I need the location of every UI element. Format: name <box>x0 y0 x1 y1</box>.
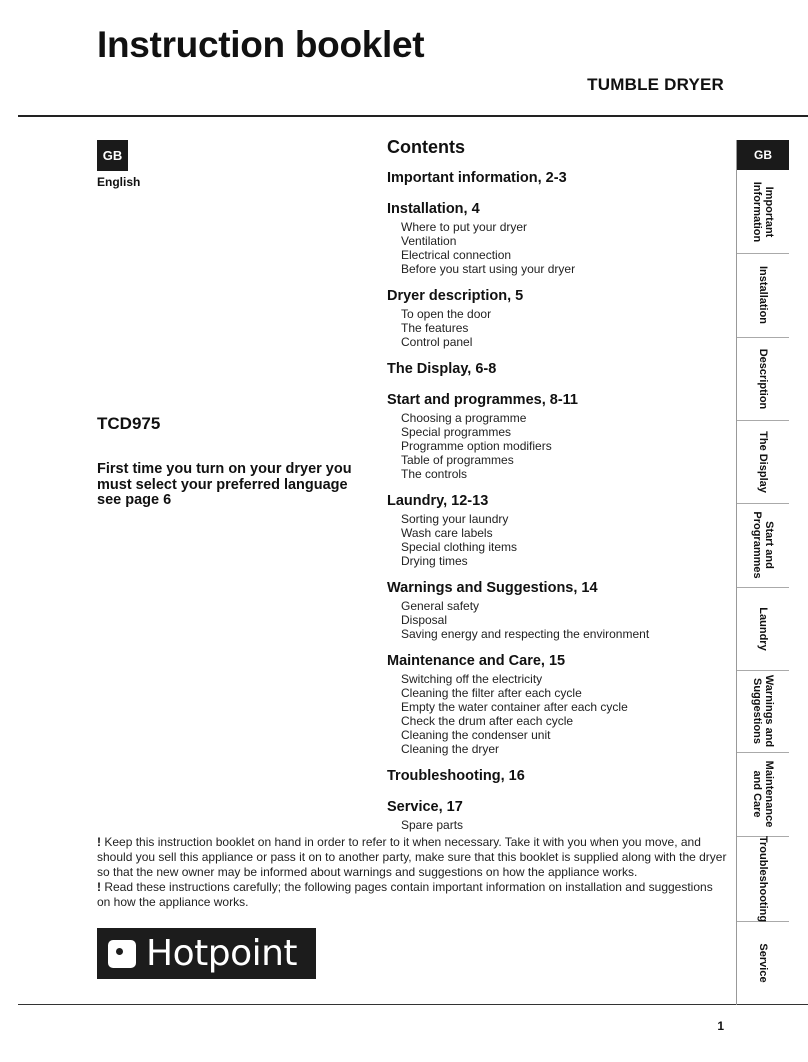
toc-item: Control panel <box>401 335 473 349</box>
side-tab-9[interactable] <box>737 921 789 1005</box>
toc-item: Special programmes <box>401 425 512 439</box>
toc-section <box>387 796 727 832</box>
toc-heading: Installation, 4 <box>387 201 480 217</box>
toc-section <box>387 650 727 756</box>
toc-item: Wash care labels <box>401 526 493 540</box>
toc-item: Drying times <box>401 554 468 568</box>
booklet-title: Instruction booklet <box>97 24 425 65</box>
language-name: English <box>97 175 141 189</box>
side-tab-strip <box>736 140 789 1005</box>
logo-text: Hotpoint <box>146 932 298 974</box>
language-code-badge: GB <box>97 140 128 171</box>
note-2-text: Read these instructions carefully; the following pages contain important information on installation and suggestions on how the appliance works. <box>97 880 713 909</box>
toc-heading: Important information, 2-3 <box>387 170 567 186</box>
toc-item: Spare parts <box>401 818 464 832</box>
model-number: TCD975 <box>97 414 161 433</box>
footer-notes <box>97 835 727 910</box>
side-tab-0[interactable] <box>737 170 789 254</box>
side-tab-label: The Display <box>757 430 769 493</box>
toc-item: Programme option modifiers <box>401 439 552 453</box>
toc-item: Saving energy and respecting the environment <box>401 627 650 641</box>
toc-item: Special clothing items <box>401 540 518 554</box>
toc-item: Disposal <box>401 613 448 627</box>
toc-item: Choosing a programme <box>401 411 527 425</box>
side-tab-2[interactable] <box>737 337 789 421</box>
toc-section <box>387 198 727 276</box>
side-tab-label: Troubleshooting <box>757 835 769 922</box>
side-tab-7[interactable] <box>737 752 789 837</box>
exclamation-icon: ! <box>97 835 101 849</box>
product-type: TUMBLE DRYER <box>587 75 724 94</box>
side-tab-label: Maintenance and Care <box>751 760 775 828</box>
toc-section <box>387 358 727 380</box>
toc-item: To open the door <box>401 307 492 321</box>
toc-heading: Maintenance and Care, 15 <box>387 653 566 669</box>
side-tab-1[interactable] <box>737 253 789 338</box>
exclamation-icon: ! <box>97 880 101 894</box>
first-time-note: First time you turn on your dryer you must select your preferred language see page 6 <box>97 461 352 508</box>
page-number: 1 <box>717 1019 724 1033</box>
toc-item: Cleaning the dryer <box>401 742 500 756</box>
toc-heading: Troubleshooting, 16 <box>387 768 525 784</box>
toc-item: Cleaning the condenser unit <box>401 728 551 742</box>
side-tab-label: Laundry <box>757 606 769 651</box>
side-tab-label: Description <box>757 348 769 409</box>
logo-mark-icon <box>108 940 136 968</box>
note-1 <box>97 835 727 880</box>
side-tab-3[interactable] <box>737 420 789 504</box>
toc-item: Electrical connection <box>401 248 512 262</box>
note-1-text: Keep this instruction booklet on hand in order to refer to it when necessary. Take it with you when you move, and should you sell this appliance or pass it on to another party, make sure that this booklet is supplied along with the dryer so that the new owner may be informed about warnings and suggestions on how the appliance works. <box>97 835 727 879</box>
side-tab-label: Start and Programmes <box>751 511 775 579</box>
side-tab-4[interactable] <box>737 503 789 588</box>
toc-heading: Dryer description, 5 <box>387 288 524 304</box>
note-2 <box>97 880 727 910</box>
toc-section <box>387 285 727 349</box>
toc-section <box>387 490 727 568</box>
toc-heading: Start and programmes, 8-11 <box>387 392 578 408</box>
side-tab-label: Service <box>757 943 769 983</box>
table-of-contents <box>387 167 727 841</box>
toc-heading: Laundry, 12-13 <box>387 493 489 509</box>
side-tab-8[interactable] <box>737 836 789 922</box>
toc-section <box>387 389 727 481</box>
toc-item: Before you start using your dryer <box>401 262 576 276</box>
footer-divider <box>18 1004 808 1005</box>
toc-section <box>387 577 727 641</box>
toc-heading: Warnings and Suggestions, 14 <box>387 580 598 596</box>
side-tab-5[interactable] <box>737 587 789 671</box>
side-tab-label: Warnings and Suggestions <box>751 674 775 748</box>
toc-item: Empty the water container after each cycle <box>401 700 628 714</box>
toc-item: Where to put your dryer <box>401 220 528 234</box>
side-tab-6[interactable] <box>737 670 789 753</box>
toc-item: Ventilation <box>401 234 457 248</box>
toc-heading: The Display, 6-8 <box>387 361 497 377</box>
toc-item: Switching off the electricity <box>401 672 543 686</box>
toc-item: Cleaning the filter after each cycle <box>401 686 582 700</box>
toc-section <box>387 765 727 787</box>
side-tab-label: Installation <box>757 265 769 325</box>
contents-title: Contents <box>387 137 465 157</box>
hotpoint-logo <box>97 928 316 979</box>
toc-item: The controls <box>401 467 468 481</box>
toc-item: Check the drum after each cycle <box>401 714 574 728</box>
toc-item: Table of programmes <box>401 453 514 467</box>
toc-item: The features <box>401 321 469 335</box>
toc-section <box>387 167 727 189</box>
side-tab-label: Important Information <box>751 181 775 242</box>
toc-item: Sorting your laundry <box>401 512 509 526</box>
side-tab-gb[interactable]: GB <box>737 140 789 170</box>
toc-item: General safety <box>401 599 480 613</box>
toc-heading: Service, 17 <box>387 799 463 815</box>
header-divider <box>18 115 808 117</box>
